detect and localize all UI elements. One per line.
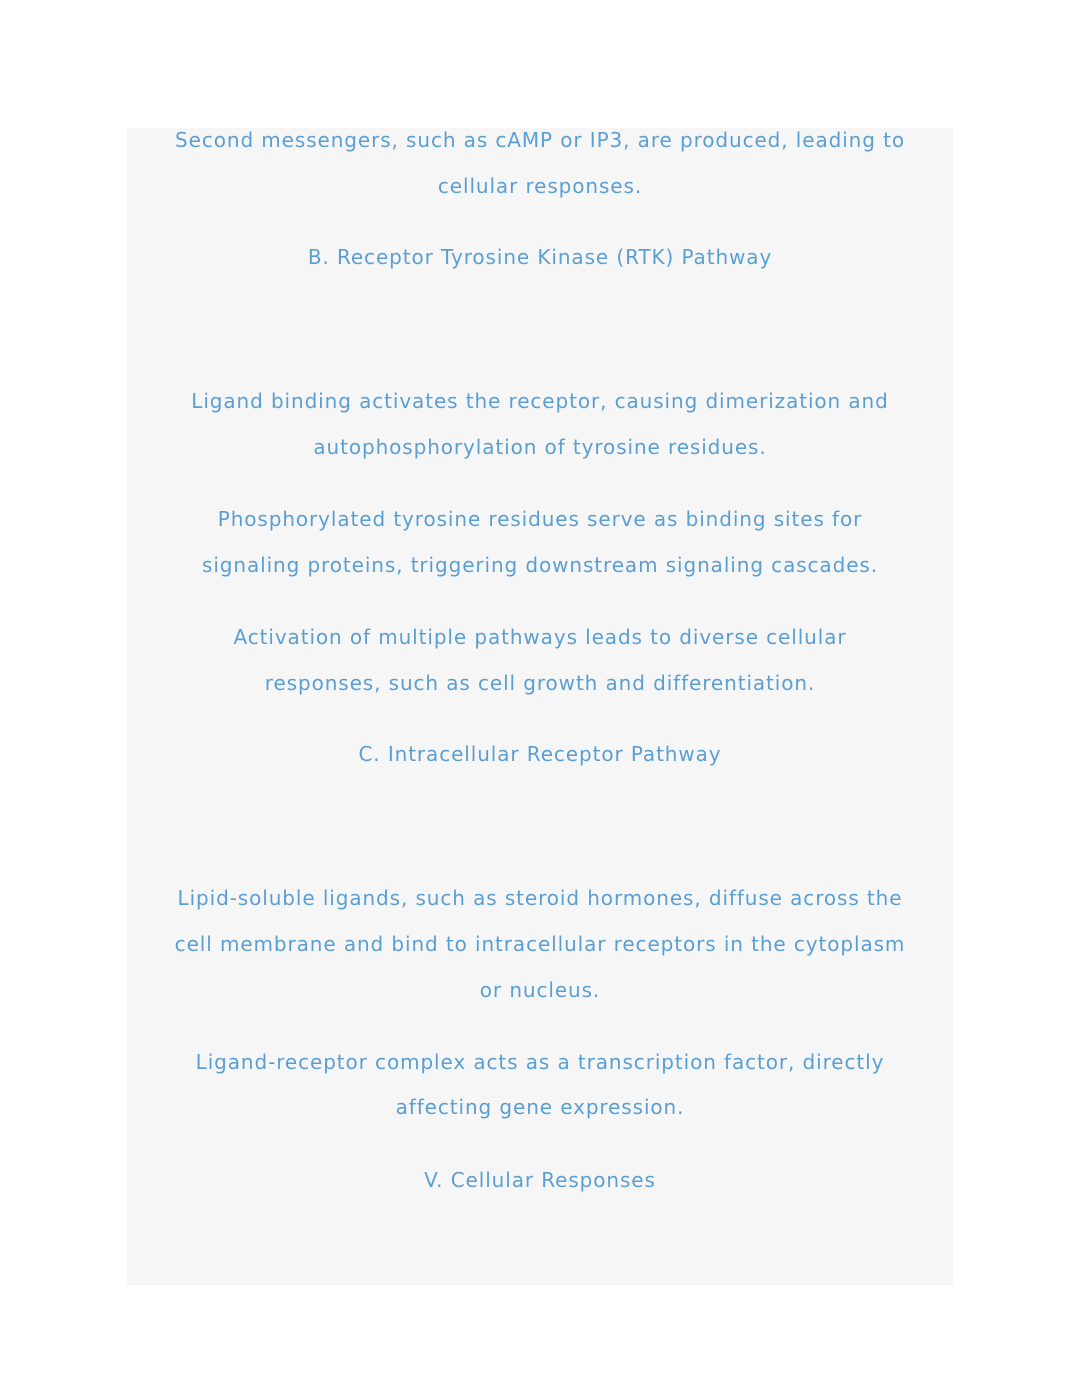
paragraph-ligand-receptor-line-1: Ligand-receptor complex acts as a transcription factor, directly: [195, 1050, 885, 1074]
paragraph-ligand-binding-line-2: autophosphorylation of tyrosine residues.: [313, 435, 767, 459]
paragraph-ligand-receptor-line-2: affecting gene expression.: [395, 1095, 685, 1119]
paragraph-activation-line-2: responses, such as cell growth and differentiation.: [264, 671, 816, 695]
paragraph-activation-line-1: Activation of multiple pathways leads to diverse cellular: [233, 625, 847, 649]
paragraph-second-messengers-line-1: Second messengers, such as cAMP or IP3, are produced, leading to: [175, 128, 905, 152]
paragraph-phosphorylated-line-1: Phosphorylated tyrosine residues serve as binding sites for: [217, 507, 863, 531]
paragraph-lipid-soluble-line-1: Lipid-soluble ligands, such as steroid hormones, diffuse across the: [177, 886, 903, 910]
paragraph-phosphorylated-line-2: signaling proteins, triggering downstream signaling cascades.: [202, 553, 878, 577]
paragraph-ligand-binding-line-1: Ligand binding activates the receptor, causing dimerization and: [191, 389, 889, 413]
heading-cellular-responses: V. Cellular Responses: [424, 1168, 656, 1192]
paragraph-second-messengers-line-2: cellular responses.: [437, 174, 643, 198]
heading-intracellular-pathway: C. Intracellular Receptor Pathway: [358, 742, 722, 766]
heading-rtk-pathway: B. Receptor Tyrosine Kinase (RTK) Pathway: [307, 245, 773, 269]
paragraph-lipid-soluble-line-3: or nucleus.: [479, 978, 601, 1002]
paragraph-lipid-soluble-line-2: cell membrane and bind to intracellular receptors in the cytoplasm: [174, 932, 906, 956]
